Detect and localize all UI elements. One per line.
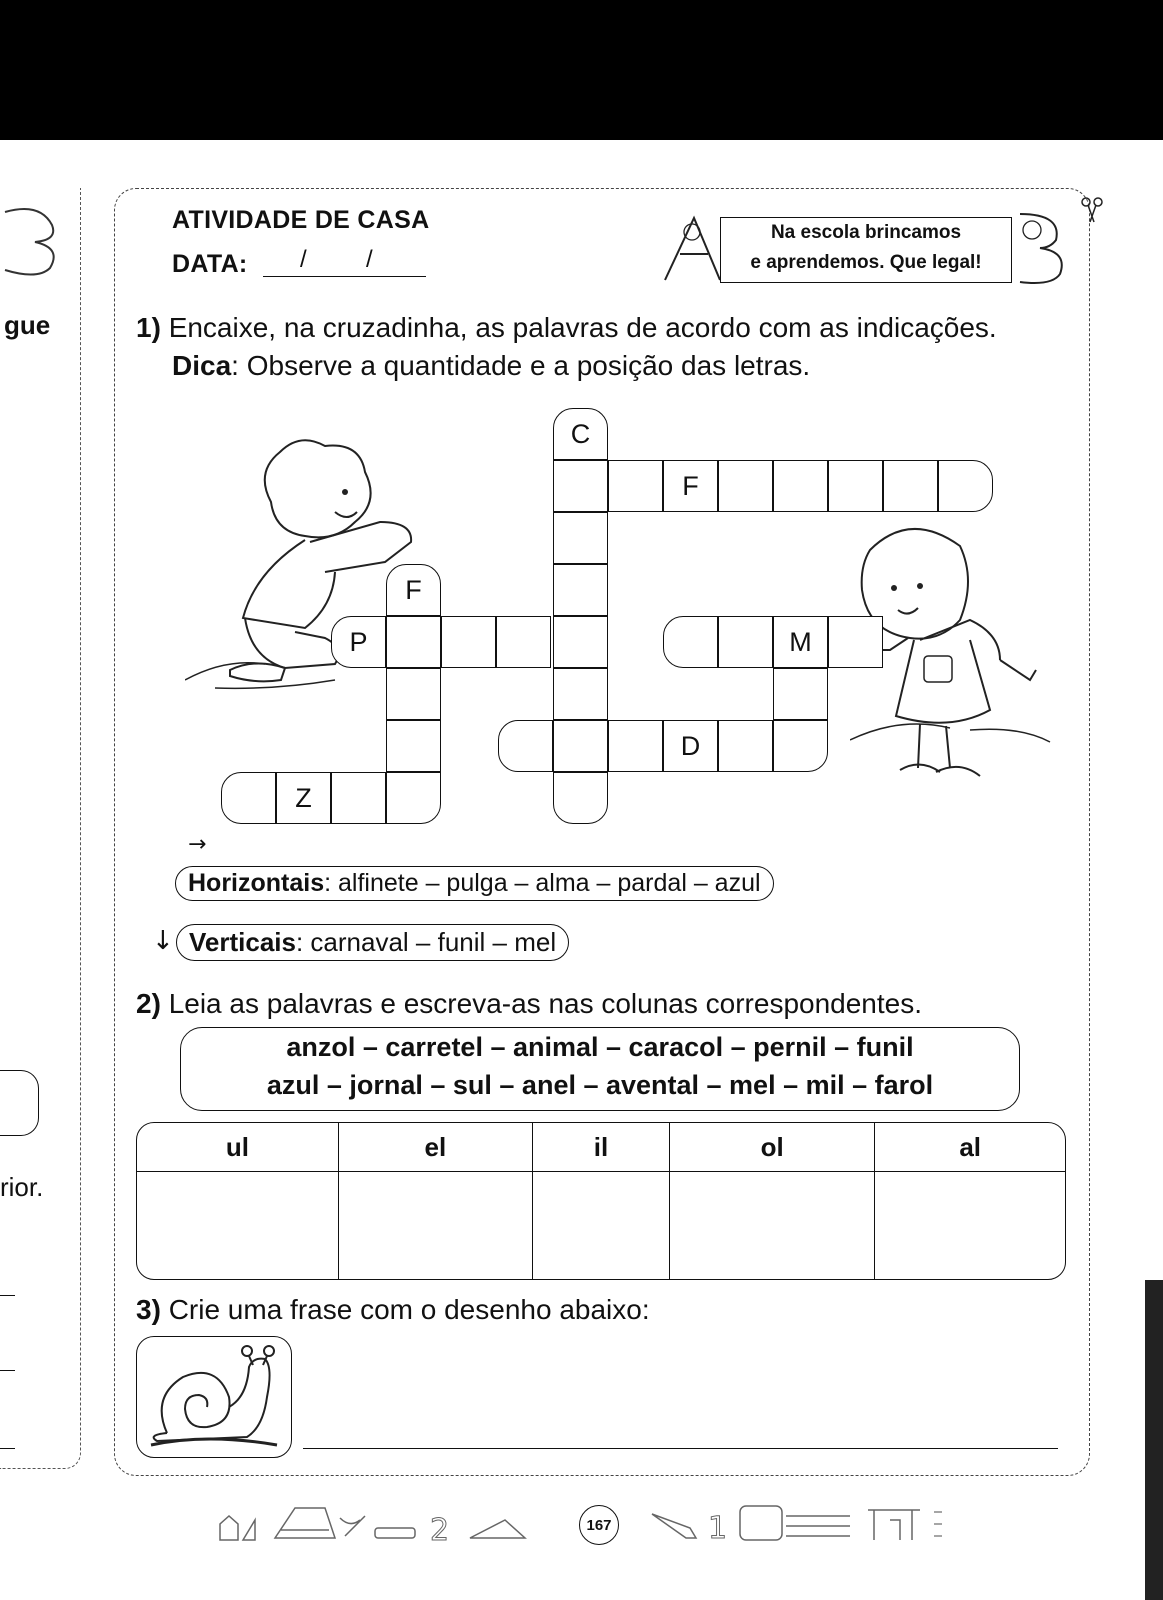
vertical-words: : carnaval – funil – mel xyxy=(295,927,557,957)
previous-page-fragment xyxy=(0,188,81,1469)
crossword-cell-d[interactable]: D xyxy=(663,720,718,772)
snail-picture-frame xyxy=(136,1336,292,1458)
question-1-tip xyxy=(172,350,810,382)
footer-deco-2: 2 xyxy=(430,1513,450,1548)
crossword-cell[interactable] xyxy=(553,564,608,616)
tip-text: : Observe a quantidade e a posição das letras. xyxy=(231,350,811,381)
word-bank-line-2: azul – jornal – sul – anel – avental – mel – mil – farol xyxy=(266,1070,934,1100)
crossword-cell[interactable] xyxy=(498,720,553,772)
motto-banner xyxy=(720,217,1012,283)
crossword-cell[interactable] xyxy=(663,616,718,668)
fragment-text-gue: gue xyxy=(4,310,51,340)
footer-deco-1: 1 xyxy=(708,1511,728,1546)
crossword-cell[interactable] xyxy=(718,616,773,668)
page-title: ATIVIDADE DE CASA xyxy=(172,206,430,234)
top-black-band xyxy=(0,0,1163,140)
page-number: 167 xyxy=(579,1505,619,1545)
tip-label: Dica xyxy=(172,350,232,381)
crossword-cell[interactable] xyxy=(828,460,883,512)
crossword-cell[interactable] xyxy=(386,772,441,824)
crossword-cell[interactable] xyxy=(553,720,608,772)
crossword-cell[interactable] xyxy=(938,460,993,512)
banner-line-2: e aprendemos. Que legal! xyxy=(750,252,982,273)
question-2-number: 2) xyxy=(136,988,161,1019)
question-2-text: Leia as palavras e escreva-as nas colunas correspondentes. xyxy=(168,988,923,1019)
fragment-text-rior: rior. xyxy=(0,1172,44,1202)
question-3-text: Crie uma frase com o desenho abaixo: xyxy=(168,1294,650,1325)
question-1-number: 1) xyxy=(136,312,161,343)
scissors-icon xyxy=(1080,196,1106,226)
vertical-word-list xyxy=(176,924,569,961)
crossword-cell-z[interactable]: Z xyxy=(276,772,331,824)
column-header-ul: ul xyxy=(137,1123,338,1172)
banner-line-1: Na escola brincamos xyxy=(770,222,962,243)
crossword-cell[interactable] xyxy=(441,616,496,668)
crossword-cell[interactable] xyxy=(553,460,608,512)
crossword-cell[interactable] xyxy=(496,616,551,668)
column-header-al: al xyxy=(875,1123,1065,1172)
date-slash-1: / xyxy=(300,246,307,273)
fragment-line-1 xyxy=(0,1295,15,1296)
question-3 xyxy=(136,1294,650,1326)
crossword-cell[interactable] xyxy=(718,720,773,772)
column-header-el: el xyxy=(338,1123,532,1172)
word-bank xyxy=(180,1027,1020,1111)
answer-cell-al[interactable] xyxy=(875,1172,1065,1280)
horizontal-arrow: → xyxy=(188,832,207,857)
crossword-cell[interactable] xyxy=(553,616,608,668)
crossword-cell[interactable] xyxy=(386,668,441,720)
scan-edge-shadow xyxy=(1145,1280,1163,1600)
fragment-line-2 xyxy=(0,1370,15,1371)
school-supplies-right-icon xyxy=(650,1494,950,1548)
column-header-ol: ol xyxy=(670,1123,875,1172)
vertical-label: Verticais xyxy=(189,927,296,957)
question-1-text: Encaixe, na cruzadinha, as palavras de acordo com as indicações. xyxy=(168,312,997,343)
question-3-number: 3) xyxy=(136,1294,161,1325)
crossword-cell-f-left[interactable]: F xyxy=(386,564,441,616)
answer-cell-el[interactable] xyxy=(338,1172,532,1280)
horizontal-label: Horizontais xyxy=(188,869,325,897)
answer-cell-ul[interactable] xyxy=(137,1172,338,1280)
crossword-cell-p[interactable]: P xyxy=(331,616,386,668)
crossword-cell[interactable] xyxy=(221,772,276,824)
crossword-cell[interactable] xyxy=(773,720,828,772)
crossword-cell[interactable] xyxy=(553,668,608,720)
crossword-cell[interactable] xyxy=(773,460,828,512)
crossword-cell[interactable] xyxy=(553,772,608,824)
crossword-cell-m[interactable]: M xyxy=(773,616,828,668)
date-label: DATA: xyxy=(172,250,248,278)
crossword-cell[interactable] xyxy=(883,460,938,512)
letter-b-mascot-icon xyxy=(1000,208,1070,288)
answer-cell-ol[interactable] xyxy=(670,1172,875,1280)
crossword-cell[interactable] xyxy=(828,616,883,668)
sentence-answer-line[interactable] xyxy=(303,1448,1058,1449)
school-supplies-left-icon xyxy=(215,1498,565,1548)
crossword-cell[interactable] xyxy=(386,616,441,668)
crossword-cell[interactable] xyxy=(608,720,663,772)
question-1 xyxy=(136,312,997,344)
crossword-cell[interactable] xyxy=(386,720,441,772)
crossword-cell[interactable] xyxy=(608,460,663,512)
date-field-line[interactable] xyxy=(263,276,426,277)
question-2 xyxy=(136,988,922,1020)
crossword-cell-c[interactable]: C xyxy=(553,408,608,460)
crossword-cell[interactable] xyxy=(331,772,386,824)
answer-cell-il[interactable] xyxy=(532,1172,669,1280)
column-header-il: il xyxy=(532,1123,669,1172)
fragment-box xyxy=(0,1070,39,1136)
horizontal-word-list xyxy=(175,866,774,901)
crossword-cell[interactable] xyxy=(718,460,773,512)
vertical-arrow: ↓ xyxy=(152,926,174,956)
horizontal-words: : alfinete – pulga – alma – pardal – azul xyxy=(324,869,761,897)
crossword-cell[interactable] xyxy=(773,668,828,720)
word-bank-line-1: anzol – carretel – animal – caracol – pernil – funil xyxy=(286,1032,914,1062)
number-3-icon xyxy=(0,200,70,280)
crossword-cell-f-top[interactable]: F xyxy=(663,460,718,512)
fragment-line-3 xyxy=(0,1448,15,1449)
date-slash-2: / xyxy=(366,246,373,273)
sorting-table xyxy=(136,1122,1066,1280)
snail-icon xyxy=(137,1337,291,1457)
crossword-cell[interactable] xyxy=(553,512,608,564)
